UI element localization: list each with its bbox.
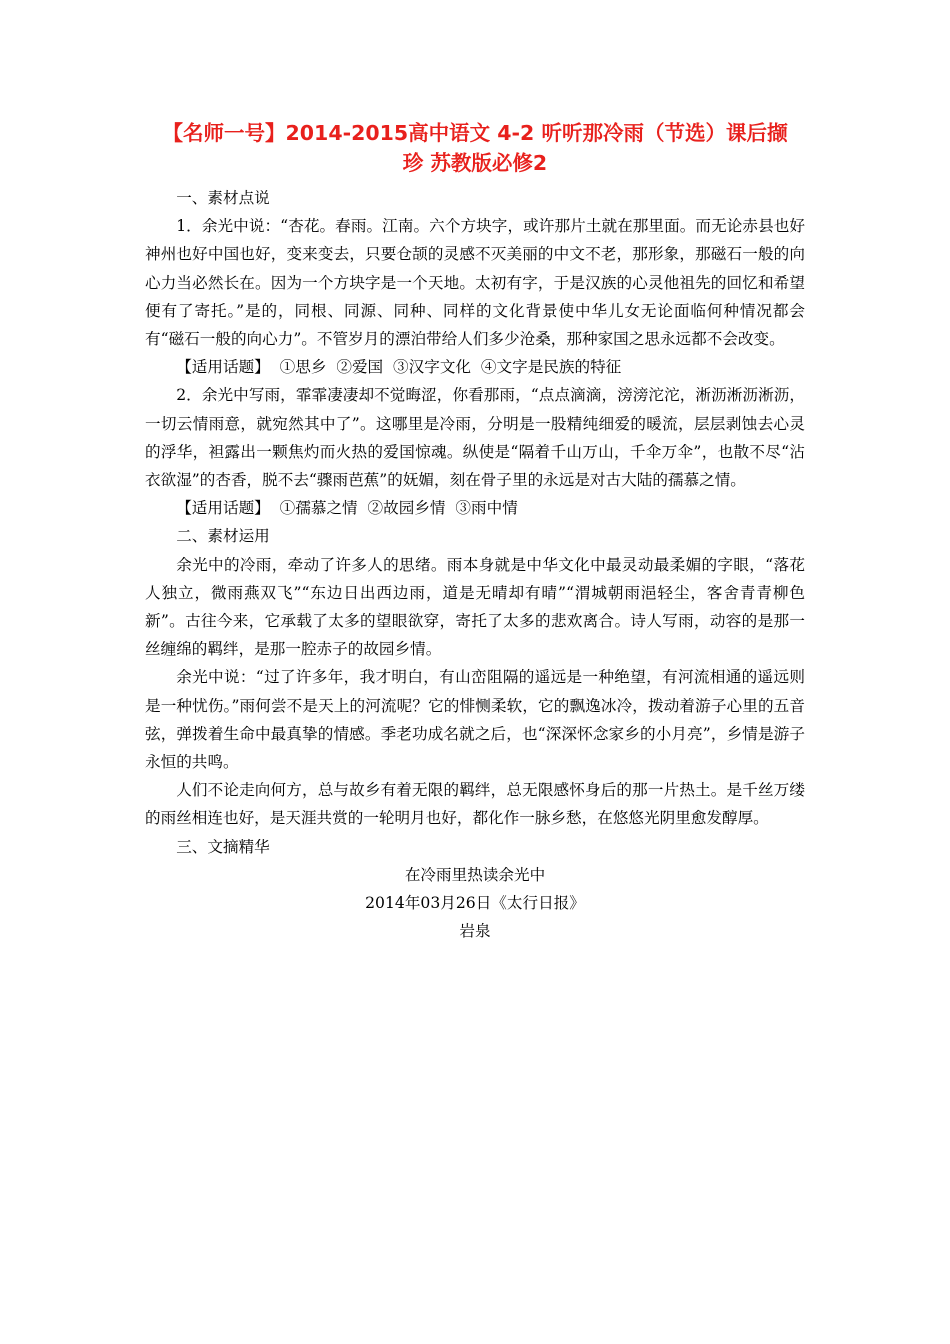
article-author: 岩泉 xyxy=(459,922,491,941)
title-line-2: 珍 苏教版必修2 xyxy=(402,151,548,175)
section-heading-1: 一、素材点说 xyxy=(176,189,270,207)
article-source: 2014年03月26日《太行日报》 xyxy=(365,894,585,913)
usage-paragraph-1: 余光中的冷雨，牵动了许多人的思绪。雨本身就是中华文化中最灵动最柔媚的字眼，“落花人独立，微雨燕双飞”“东边日出西边雨，道是无晴却有晴”“渭城朝雨浥轻尘，客舍青青柳色新”。古往今来，它承载了太多的望眼欲穿，寄托了太多的悲欢离合。诗人写雨，动容的是那一丝缠绵的羁绊，是那一腔赤子的故园乡情。 xyxy=(145,555,805,659)
document-title xyxy=(145,118,805,178)
document-page xyxy=(145,118,805,945)
applicable-topics-2: 【适用话题】 ①孺慕之情 ②故园乡情 ③雨中情 xyxy=(176,499,518,518)
material-item-1: 1．余光中说：“杏花。春雨。江南。六个方块字，或许那片土就在那里面。而无论赤县也好神州也好中国也好，变来变去，只要仓颉的灵感不灭美丽的中文不老，那形象，那磁石一般的向心力当必然长在。因为一个方块字是一个天地。太初有字，于是汉族的心灵他祖先的回忆和希望便有了寄托。”是的，同根、同源、同种、同样的文化背景使中华儿女无论面临何种情况都会有“磁石一般的向心力”。不管岁月的漂泊带给人们多少沧桑，那种家国之思永远都不会改变。 xyxy=(145,217,805,349)
section-heading-3: 三、文摘精华 xyxy=(176,837,270,856)
title-line-1: 【名师一号】2014-2015高中语文 4-2 听听那冷雨（节选）课后撷 xyxy=(162,121,788,145)
applicable-topics-1: 【适用话题】 ①思乡 ②爱国 ③汉字文化 ④文字是民族的特征 xyxy=(176,358,622,377)
section-heading-2: 二、素材运用 xyxy=(176,527,270,546)
usage-paragraph-2: 余光中说：“过了许多年，我才明白，有山峦阻隔的遥远是一种绝望，有河流相通的遥远则是一种忧伤。”雨何尝不是天上的河流呢？它的悱恻柔软，它的飘逸冰冷，拨动着游子心里的五音弦，弹拨着生命中最真挚的情感。季老功成名就之后，也“深深怀念家乡的小月亮”，乡情是游子永恒的共鸣。 xyxy=(145,668,805,772)
usage-paragraph-3: 人们不论走向何方，总与故乡有着无限的羁绊，总无限感怀身后的那一片热土。是千丝万缕的雨丝相连也好，是天涯共赏的一轮明月也好，都化作一脉乡愁，在悠悠光阴里愈发醇厚。 xyxy=(145,781,805,828)
article-title: 在冷雨里热读余光中 xyxy=(404,865,546,884)
material-item-2: 2．余光中写雨，霏霏凄凄却不觉晦涩，你看那雨，“点点滴滴，滂滂沱沱，淅沥淅沥淅沥，一切云情雨意，就宛然其中了”。这哪里是冷雨，分明是一股精纯细爱的暖流，层层剥蚀去心灵的浮华，袒露出一颗焦灼而火热的爱国惊魂。纵使是“隔着千山万山，千伞万伞”，也散不尽“沾衣欲湿”的杏香，脱不去“骤雨芭蕉”的妩媚，刻在骨子里的永远是对古大陆的孺慕之情。 xyxy=(145,386,805,490)
